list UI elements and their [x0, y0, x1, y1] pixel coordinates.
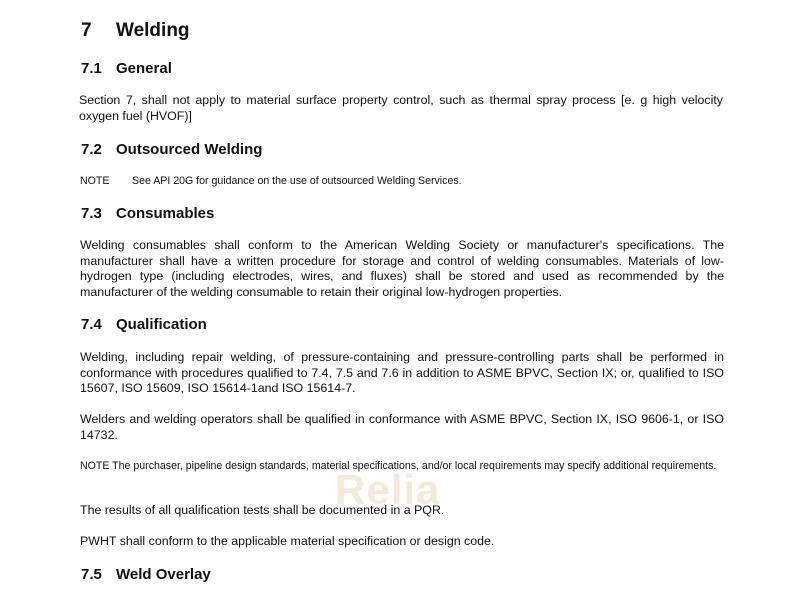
qualification-paragraph-1: Welding, including repair welding, of pressure-containing and pressure-controlling parts shall be performed in conformance with procedures qualified to 7.4, 7.5 and 7.6 in addition to ASME BPVC, Section IX; or, qualified to ISO 15607, ISO 15609, ISO 15614-1and ISO 15614-7.	[80, 350, 724, 396]
qualification-paragraph-2: Welders and welding operators shall be qualified in conformance with ASME BPVC, Section IX, ISO 9606-1, or ISO 14732.	[80, 412, 724, 442]
watermark-logo: Relia	[335, 466, 441, 513]
section-title: Welding	[116, 20, 190, 41]
subsection-title: Consumables	[116, 205, 215, 222]
subsection-heading-general	[81, 60, 172, 77]
subsection-number: 7.1	[81, 60, 102, 77]
qualification-paragraph-3: The results of all qualification tests shall be documented in a PQR.	[80, 503, 445, 517]
subsection-heading-qualification	[81, 316, 207, 333]
note-text: See API 20G for guidance on the use of outsourced Welding Services.	[132, 175, 462, 187]
subsection-number: 7.5	[81, 566, 102, 583]
outsourced-note	[80, 175, 724, 188]
consumables-paragraph: Welding consumables shall conform to the American Welding Society or manufacturer's specifications. The manufacturer shall have a written procedure for storage and control of welding consumables. Materials of low-hydrogen type (including electrodes, wires, and fluxes) shall be stored and used as recommended by the manufacturer of the welding consumable to retain their original low-hydrogen properties.	[80, 238, 724, 299]
subsection-heading-outsourced-welding	[81, 141, 262, 158]
subsection-number: 7.4	[81, 316, 102, 333]
subsection-heading-consumables	[81, 205, 214, 222]
general-paragraph: Section 7, shall not apply to material surface property control, such as thermal spray process [e. g high velocity oxygen fuel (HVOF)]	[79, 93, 723, 123]
section-number: 7	[81, 20, 92, 41]
subsection-title: General	[116, 60, 172, 77]
note-label: NOTE	[80, 175, 110, 187]
subsection-number: 7.2	[81, 141, 102, 158]
subsection-heading-weld-overlay	[81, 566, 211, 583]
section-heading	[81, 20, 190, 42]
subsection-title: Outsourced Welding	[116, 141, 263, 158]
qualification-note: NOTE The purchaser, pipeline design standards, material specifications, and/or local requirements may specify additional requirements.	[80, 460, 717, 472]
subsection-title: Qualification	[116, 316, 207, 333]
qualification-paragraph-4: PWHT shall conform to the applicable material specification or design code.	[80, 534, 495, 548]
subsection-number: 7.3	[81, 205, 102, 222]
subsection-title: Weld Overlay	[116, 566, 211, 583]
